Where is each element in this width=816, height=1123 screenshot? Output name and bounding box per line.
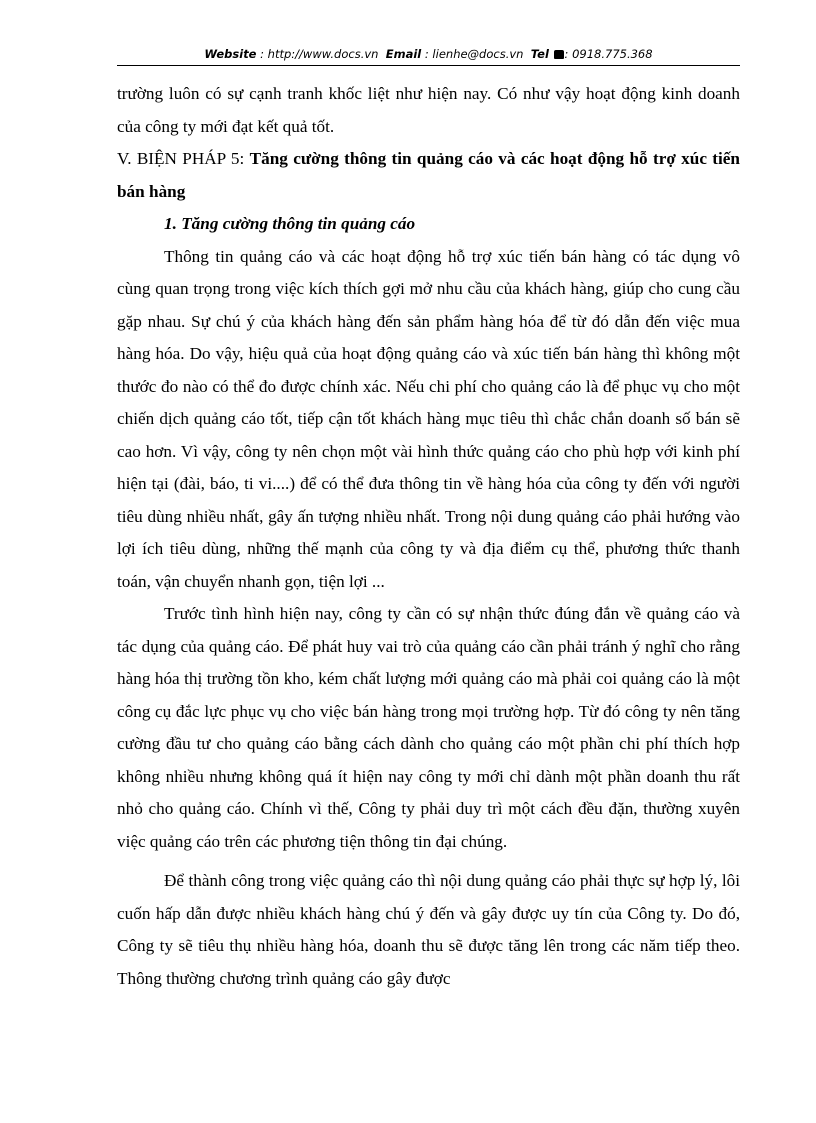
paragraph-advertising-role: Thông tin quảng cáo và các hoạt động hỗ trợ xúc tiến bán hàng có tác dụng vô cùng quan trọng trong việc kích thích gợi mở nhu cầu của khách hàng, giúp cho cung cầu gặp nhau. Sự chú ý của khách hàng đến sản phẩm hàng hóa để từ đó dẫn đến việc mua hàng hóa. Do vậy, hiệu quả của hoạt động quảng cáo và xúc tiến bán hàng thì không một thước đo nào có thể đo được chính xác. Nếu chi phí cho quảng cáo là để phục vụ cho một chiến dịch quảng cáo tốt, tiếp cận tốt khách hàng mục tiêu thì chắc chắn doanh số bán sẽ cao hơn. Vì vậy, công ty nên chọn một vài hình thức quảng cáo cho phù hợp với kinh phí hiện tại (đài, báo, ti vi....) để có thể đưa thông tin về hàng hóa của công ty đến với người tiêu dùng nhiều nhất, gây ấn tượng nhiều nhất. Trong nội dung quảng cáo phải hướng vào lợi ích tiêu dùng, những thế mạnh của công ty và địa điểm cụ thể, phương thức thanh toán, vận chuyển nhanh gọn, tiện lợi ...: [117, 246, 740, 591]
email-label: Email: [385, 47, 422, 61]
paragraph-advertising-success: Để thành công trong việc quảng cáo thì nội dung quảng cáo phải thực sự hợp lý, lôi cuốn hấp dẫn được nhiều khách hàng chú ý đến và gây được uy tín của Công ty. Do đó, Công ty sẽ tiêu thụ nhiều hàng hóa, doanh thu sẽ được tăng lên trong các năm tiếp theo. Thông thường chương trình quảng cáo gây được: [117, 871, 740, 988]
telephone-icon: [554, 50, 564, 59]
email-address: : lienhe@docs.vn: [424, 47, 524, 61]
paragraph-continuation: trường luôn có sự cạnh tranh khốc liệt như hiện nay. Có như vậy hoạt động kinh doanh của công ty mới đạt kết quả tốt.: [117, 84, 740, 136]
section-prefix: V. BIỆN PHÁP 5:: [117, 149, 250, 168]
section-heading: [117, 143, 740, 208]
website-url: : http://www.docs.vn: [260, 47, 379, 61]
website-label: Website: [204, 47, 257, 61]
subsection-heading: 1. Tăng cường thông tin quảng cáo: [164, 214, 416, 233]
tel-label: Tel: [530, 47, 549, 61]
header-divider: [117, 65, 740, 66]
section-title: Tăng cường thông tin quảng cáo và các hoạt động hỗ trợ xúc tiến bán hàng: [117, 149, 740, 201]
paragraph-current-situation: Trước tình hình hiện nay, công ty cần có sự nhận thức đúng đắn về quảng cáo và tác dụng của quảng cáo. Để phát huy vai trò của quảng cáo cần phải tránh ý nghĩ cho rằng hàng hóa thị trường tồn kho, kém chất lượng mới quảng cáo mà phải coi quảng cáo là một công cụ đắc lực phục vụ cho việc bán hàng trong mọi trường hợp. Từ đó công ty nên tăng cường đầu tư cho quảng cáo bằng cách dành cho quảng cáo một phần chi phí thích hợp không nhiều nhưng không quá ít hiện nay công ty mới chỉ dành một phần doanh thu rất nhỏ cho quảng cáo. Chính vì thế, Công ty phải duy trì một cách đều đặn, thường xuyên việc quảng cáo trên các phương tiện thông tin đại chúng.: [117, 604, 740, 851]
page-header: [117, 46, 740, 62]
tel-number: : 0918.775.368: [564, 47, 653, 61]
document-body: [117, 78, 740, 995]
